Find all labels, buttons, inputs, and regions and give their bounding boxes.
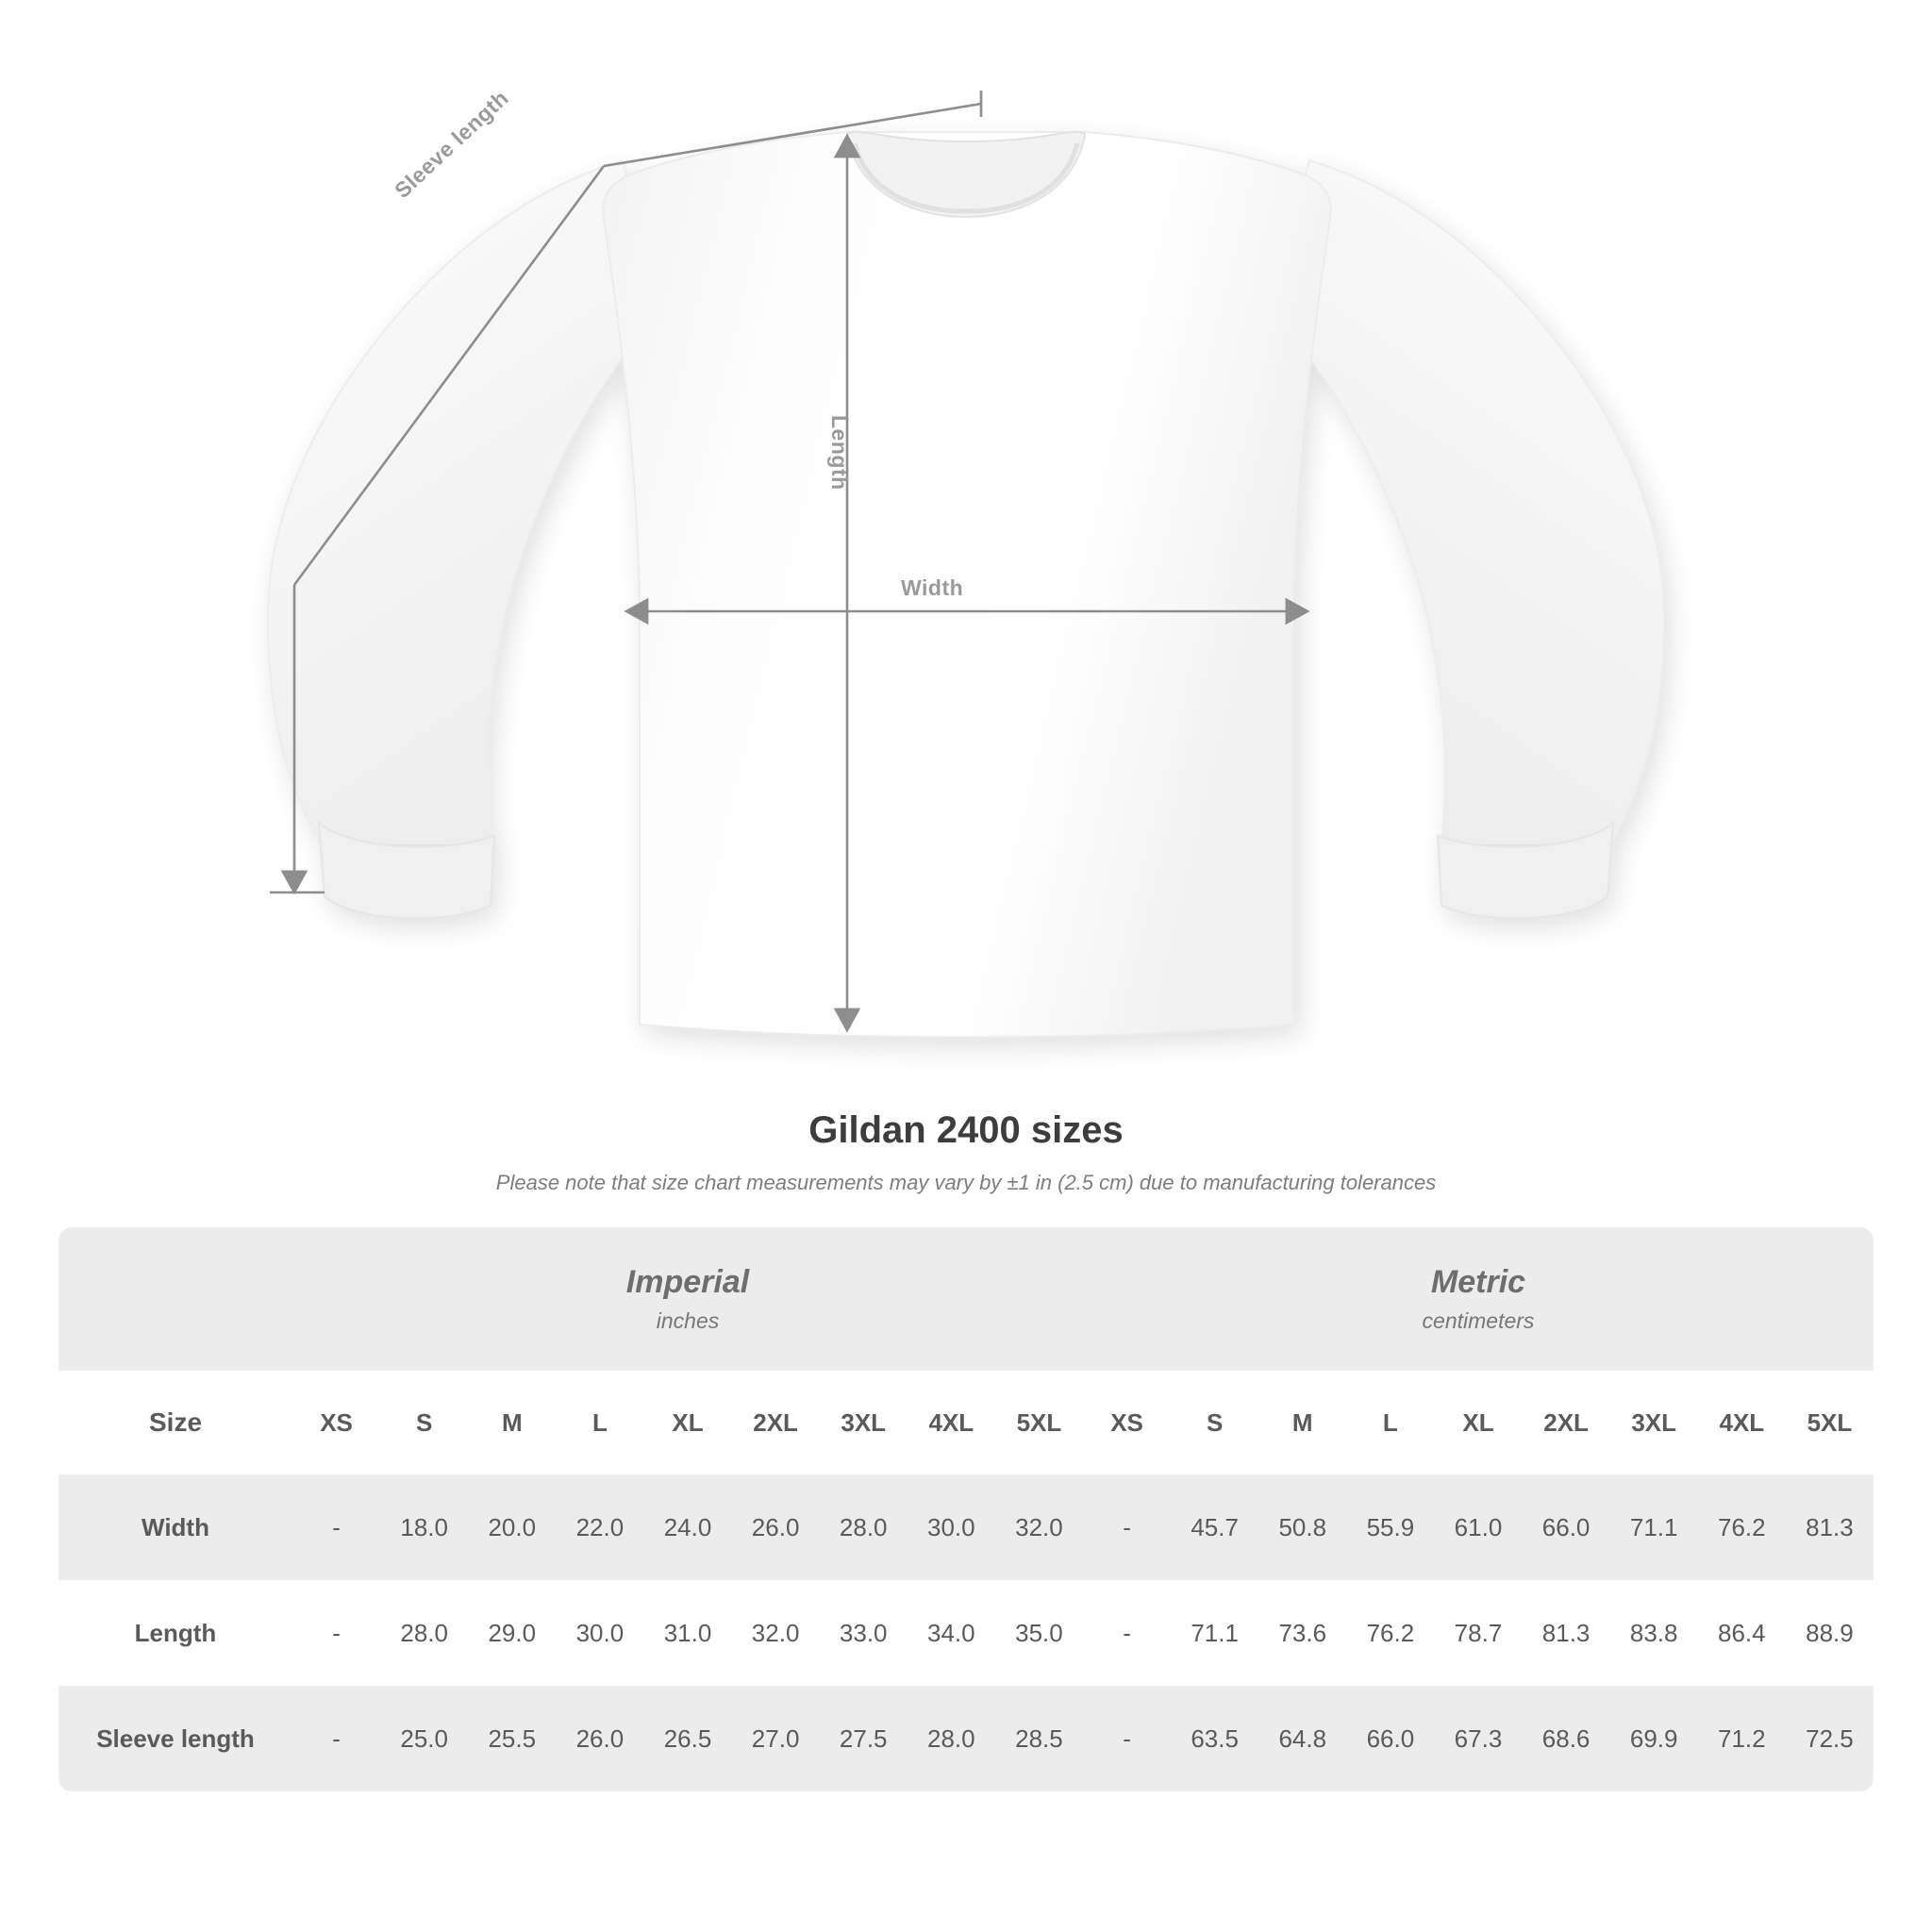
- cell-metric: 66.0: [1346, 1686, 1434, 1791]
- cell-metric: 63.5: [1171, 1686, 1258, 1791]
- row-label: Length: [58, 1580, 292, 1686]
- cell-metric: 61.0: [1434, 1474, 1522, 1580]
- cell-metric: 72.5: [1786, 1686, 1874, 1791]
- cell-metric: 81.3: [1523, 1580, 1610, 1686]
- tolerance-note: Please note that size chart measurements may vary by ±1 in (2.5 cm) due to manufacturing tolerances: [495, 1171, 1437, 1194]
- cell-metric: 69.9: [1610, 1686, 1698, 1791]
- cell-metric: 50.8: [1258, 1474, 1346, 1580]
- cell-imperial: -: [292, 1686, 380, 1791]
- cell-imperial: 33.0: [820, 1580, 908, 1686]
- cell-imperial: 31.0: [643, 1580, 731, 1686]
- row-label: Width: [58, 1474, 292, 1580]
- size-header-imperial-4xl: 4XL: [908, 1371, 995, 1474]
- cell-imperial: 26.0: [732, 1474, 820, 1580]
- cell-metric: 83.8: [1610, 1580, 1698, 1686]
- size-header-imperial-s: S: [380, 1371, 468, 1474]
- table-row: [58, 1474, 1874, 1580]
- cell-metric: -: [1083, 1474, 1171, 1580]
- cell-metric: 81.3: [1786, 1474, 1874, 1580]
- cell-imperial: 35.0: [995, 1580, 1083, 1686]
- cell-metric: 71.1: [1610, 1474, 1698, 1580]
- size-header-metric-xl: XL: [1434, 1371, 1522, 1474]
- cell-imperial: 28.0: [908, 1686, 995, 1791]
- cell-imperial: 25.0: [380, 1686, 468, 1791]
- cell-imperial: 26.0: [556, 1686, 643, 1791]
- cell-imperial: 30.0: [556, 1580, 643, 1686]
- unit-header-imperial: [292, 1227, 1083, 1371]
- cell-imperial: 29.0: [468, 1580, 556, 1686]
- unit-name: Metric: [1430, 1263, 1526, 1300]
- unit-sub: centimeters: [1422, 1308, 1535, 1334]
- table-row: [58, 1686, 1874, 1791]
- size-header-metric-2xl: 2XL: [1523, 1371, 1610, 1474]
- cell-metric: 68.6: [1523, 1686, 1610, 1791]
- cell-metric: 76.2: [1698, 1474, 1786, 1580]
- unit-header-row: [58, 1227, 1874, 1371]
- size-header-metric-3xl: 3XL: [1610, 1371, 1698, 1474]
- cell-imperial: 30.0: [908, 1474, 995, 1580]
- unit-sub: inches: [656, 1308, 720, 1334]
- cell-imperial: -: [292, 1580, 380, 1686]
- cell-metric: 76.2: [1346, 1580, 1434, 1686]
- size-header-metric-4xl: 4XL: [1698, 1371, 1786, 1474]
- unit-header-metric: [1083, 1227, 1874, 1371]
- cell-imperial: 34.0: [908, 1580, 995, 1686]
- size-table-container: [58, 1227, 1874, 1791]
- page-title: Gildan 2400 sizes: [808, 1109, 1124, 1151]
- cell-metric: 67.3: [1434, 1686, 1522, 1791]
- shirt-silhouette: [268, 132, 1664, 1038]
- size-corner-label: Size: [58, 1371, 292, 1474]
- size-header-metric-s: S: [1171, 1371, 1258, 1474]
- size-header-row: [58, 1371, 1874, 1474]
- cell-imperial: 27.0: [732, 1686, 820, 1791]
- size-header-imperial-2xl: 2XL: [732, 1371, 820, 1474]
- cell-metric: 45.7: [1171, 1474, 1258, 1580]
- cell-metric: -: [1083, 1686, 1171, 1791]
- cell-imperial: -: [292, 1474, 380, 1580]
- size-header-imperial-xs: XS: [292, 1371, 380, 1474]
- cell-imperial: 28.0: [820, 1474, 908, 1580]
- size-table: [58, 1227, 1874, 1791]
- cell-imperial: 26.5: [643, 1686, 731, 1791]
- cell-metric: 88.9: [1786, 1580, 1874, 1686]
- width-label: Width: [901, 575, 964, 600]
- cell-metric: 55.9: [1346, 1474, 1434, 1580]
- cell-metric: -: [1083, 1580, 1171, 1686]
- cell-imperial: 28.5: [995, 1686, 1083, 1791]
- cell-metric: 66.0: [1523, 1474, 1610, 1580]
- unit-row-corner: [58, 1227, 292, 1371]
- sleeve-length-label: Sleeve length: [390, 85, 513, 204]
- row-label: Sleeve length: [58, 1686, 292, 1791]
- cell-imperial: 22.0: [556, 1474, 643, 1580]
- cell-metric: 71.1: [1171, 1580, 1258, 1686]
- cell-metric: 78.7: [1434, 1580, 1522, 1686]
- cell-metric: 71.2: [1698, 1686, 1786, 1791]
- size-header-metric-l: L: [1346, 1371, 1434, 1474]
- size-header-metric-5xl: 5XL: [1786, 1371, 1874, 1474]
- cell-imperial: 24.0: [643, 1474, 731, 1580]
- cell-imperial: 32.0: [732, 1580, 820, 1686]
- cell-imperial: 20.0: [468, 1474, 556, 1580]
- size-header-metric-xs: XS: [1083, 1371, 1171, 1474]
- size-header-metric-m: M: [1258, 1371, 1346, 1474]
- table-row: [58, 1580, 1874, 1686]
- unit-name: Imperial: [625, 1263, 750, 1300]
- size-header-imperial-m: M: [468, 1371, 556, 1474]
- cell-imperial: 18.0: [380, 1474, 468, 1580]
- length-label: Length: [827, 415, 852, 491]
- size-header-imperial-l: L: [556, 1371, 643, 1474]
- size-header-imperial-5xl: 5XL: [995, 1371, 1083, 1474]
- cell-imperial: 32.0: [995, 1474, 1083, 1580]
- cell-metric: 86.4: [1698, 1580, 1786, 1686]
- cell-imperial: 25.5: [468, 1686, 556, 1791]
- cell-imperial: 28.0: [380, 1580, 468, 1686]
- size-header-imperial-3xl: 3XL: [820, 1371, 908, 1474]
- cell-metric: 64.8: [1258, 1686, 1346, 1791]
- cell-imperial: 27.5: [820, 1686, 908, 1791]
- size-header-imperial-xl: XL: [643, 1371, 731, 1474]
- title-block: [0, 1109, 1932, 1195]
- cell-metric: 73.6: [1258, 1580, 1346, 1686]
